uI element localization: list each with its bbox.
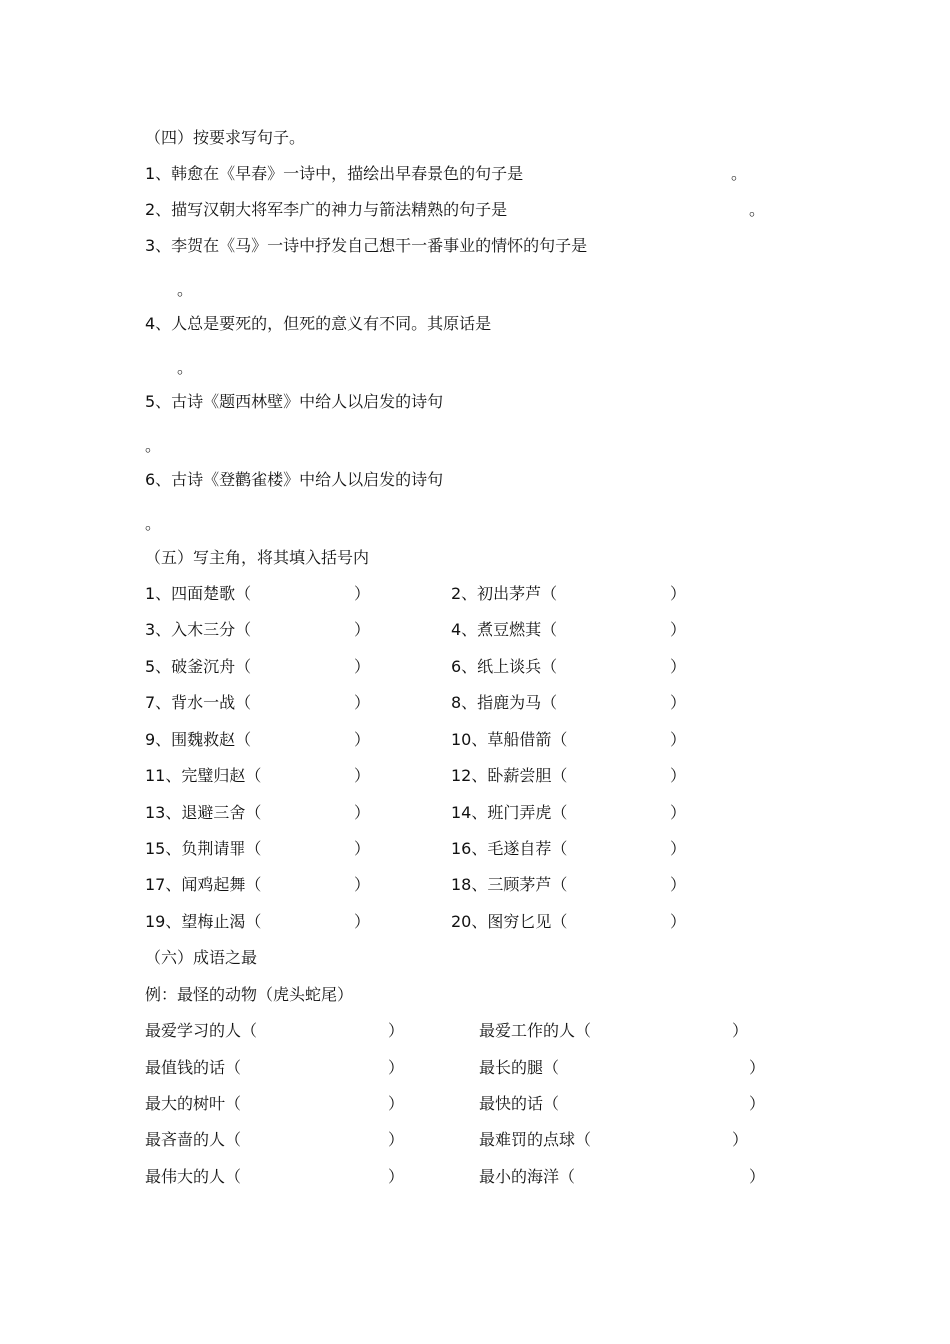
idiom-item: 12、卧薪尝胆（	[451, 766, 568, 785]
close-paren: ）	[670, 657, 687, 676]
superlative-item: 最长的腿（	[479, 1058, 560, 1077]
close-paren: ）	[670, 766, 687, 785]
idiom-item: 16、毛遂自荐（	[451, 839, 568, 858]
close-paren: ）	[749, 1167, 766, 1186]
close-paren: ）	[670, 730, 687, 749]
idiom-item: 3、入木三分（	[145, 620, 252, 639]
idiom-item: 14、班门弄虎（	[451, 803, 568, 822]
idiom-item: 5、破釜沉舟（	[145, 657, 252, 676]
close-paren: ）	[354, 584, 371, 603]
close-paren: ）	[670, 620, 687, 639]
idiom-item: 18、三顾茅芦（	[451, 875, 568, 894]
close-paren: ）	[670, 693, 687, 712]
section-heading: （六）成语之最	[145, 948, 258, 967]
question-6: 6、古诗《登鹳雀楼》中给人以启发的诗句	[145, 470, 444, 489]
superlative-item: 最值钱的话（	[145, 1058, 242, 1077]
close-paren: ）	[388, 1130, 405, 1149]
close-paren: ）	[354, 803, 371, 822]
period-mark: 。	[145, 514, 162, 533]
close-paren: ）	[354, 875, 371, 894]
idiom-item: 20、图穷匕见（	[451, 912, 568, 931]
close-paren: ）	[749, 1058, 766, 1077]
close-paren: ）	[354, 839, 371, 858]
period-mark: 。	[177, 358, 194, 377]
close-paren: ）	[354, 693, 371, 712]
close-paren: ）	[732, 1021, 749, 1040]
close-paren: ）	[670, 584, 687, 603]
close-paren: ）	[670, 803, 687, 822]
idiom-item: 13、退避三舍（	[145, 803, 262, 822]
close-paren: ）	[670, 875, 687, 894]
idiom-item: 2、初出茅芦（	[451, 584, 558, 603]
example-line: 例：最怪的动物（虎头蛇尾）	[145, 985, 354, 1004]
close-paren: ）	[388, 1021, 405, 1040]
close-paren: ）	[354, 912, 371, 931]
close-paren: ）	[670, 912, 687, 931]
idiom-item: 8、指鹿为马（	[451, 693, 558, 712]
question-3: 3、李贺在《马》一诗中抒发自己想干一番事业的情怀的句子是	[145, 236, 588, 255]
idiom-item: 9、围魏救赵（	[145, 730, 252, 749]
idiom-item: 4、煮豆燃萁（	[451, 620, 558, 639]
close-paren: ）	[354, 730, 371, 749]
idiom-item: 11、完璧归赵（	[145, 766, 262, 785]
period-mark: 。	[731, 164, 748, 183]
superlative-item: 最爱工作的人（	[479, 1021, 592, 1040]
superlative-item: 最小的海洋（	[479, 1167, 576, 1186]
superlative-item: 最难罚的点球（	[479, 1130, 592, 1149]
period-mark: 。	[177, 280, 194, 299]
superlative-item: 最吝啬的人（	[145, 1130, 242, 1149]
section-heading: （五）写主角，将其填入括号内	[145, 548, 370, 567]
close-paren: ）	[354, 657, 371, 676]
idiom-item: 1、四面楚歌（	[145, 584, 252, 603]
superlative-item: 最快的话（	[479, 1094, 560, 1113]
section-heading: （四）按要求写句子。	[145, 128, 306, 147]
close-paren: ）	[354, 766, 371, 785]
superlative-item: 最伟大的人（	[145, 1167, 242, 1186]
close-paren: ）	[388, 1094, 405, 1113]
idiom-item: 6、纸上谈兵（	[451, 657, 558, 676]
idiom-item: 19、望梅止渴（	[145, 912, 262, 931]
idiom-item: 7、背水一战（	[145, 693, 252, 712]
close-paren: ）	[670, 839, 687, 858]
idiom-item: 17、闻鸡起舞（	[145, 875, 262, 894]
close-paren: ）	[388, 1058, 405, 1077]
question-1: 1、韩愈在《早春》一诗中，描绘出早春景色的句子是	[145, 164, 524, 183]
close-paren: ）	[354, 620, 371, 639]
question-4: 4、人总是要死的，但死的意义有不同。其原话是	[145, 314, 492, 333]
question-2: 2、描写汉朝大将军李广的神力与箭法精熟的句子是	[145, 200, 508, 219]
close-paren: ）	[749, 1094, 766, 1113]
question-5: 5、古诗《题西林壁》中给人以启发的诗句	[145, 392, 444, 411]
period-mark: 。	[749, 200, 766, 219]
superlative-item: 最爱学习的人（	[145, 1021, 258, 1040]
superlative-item: 最大的树叶（	[145, 1094, 242, 1113]
idiom-item: 10、草船借箭（	[451, 730, 568, 749]
period-mark: 。	[145, 436, 162, 455]
close-paren: ）	[388, 1167, 405, 1186]
close-paren: ）	[732, 1130, 749, 1149]
idiom-item: 15、负荆请罪（	[145, 839, 262, 858]
